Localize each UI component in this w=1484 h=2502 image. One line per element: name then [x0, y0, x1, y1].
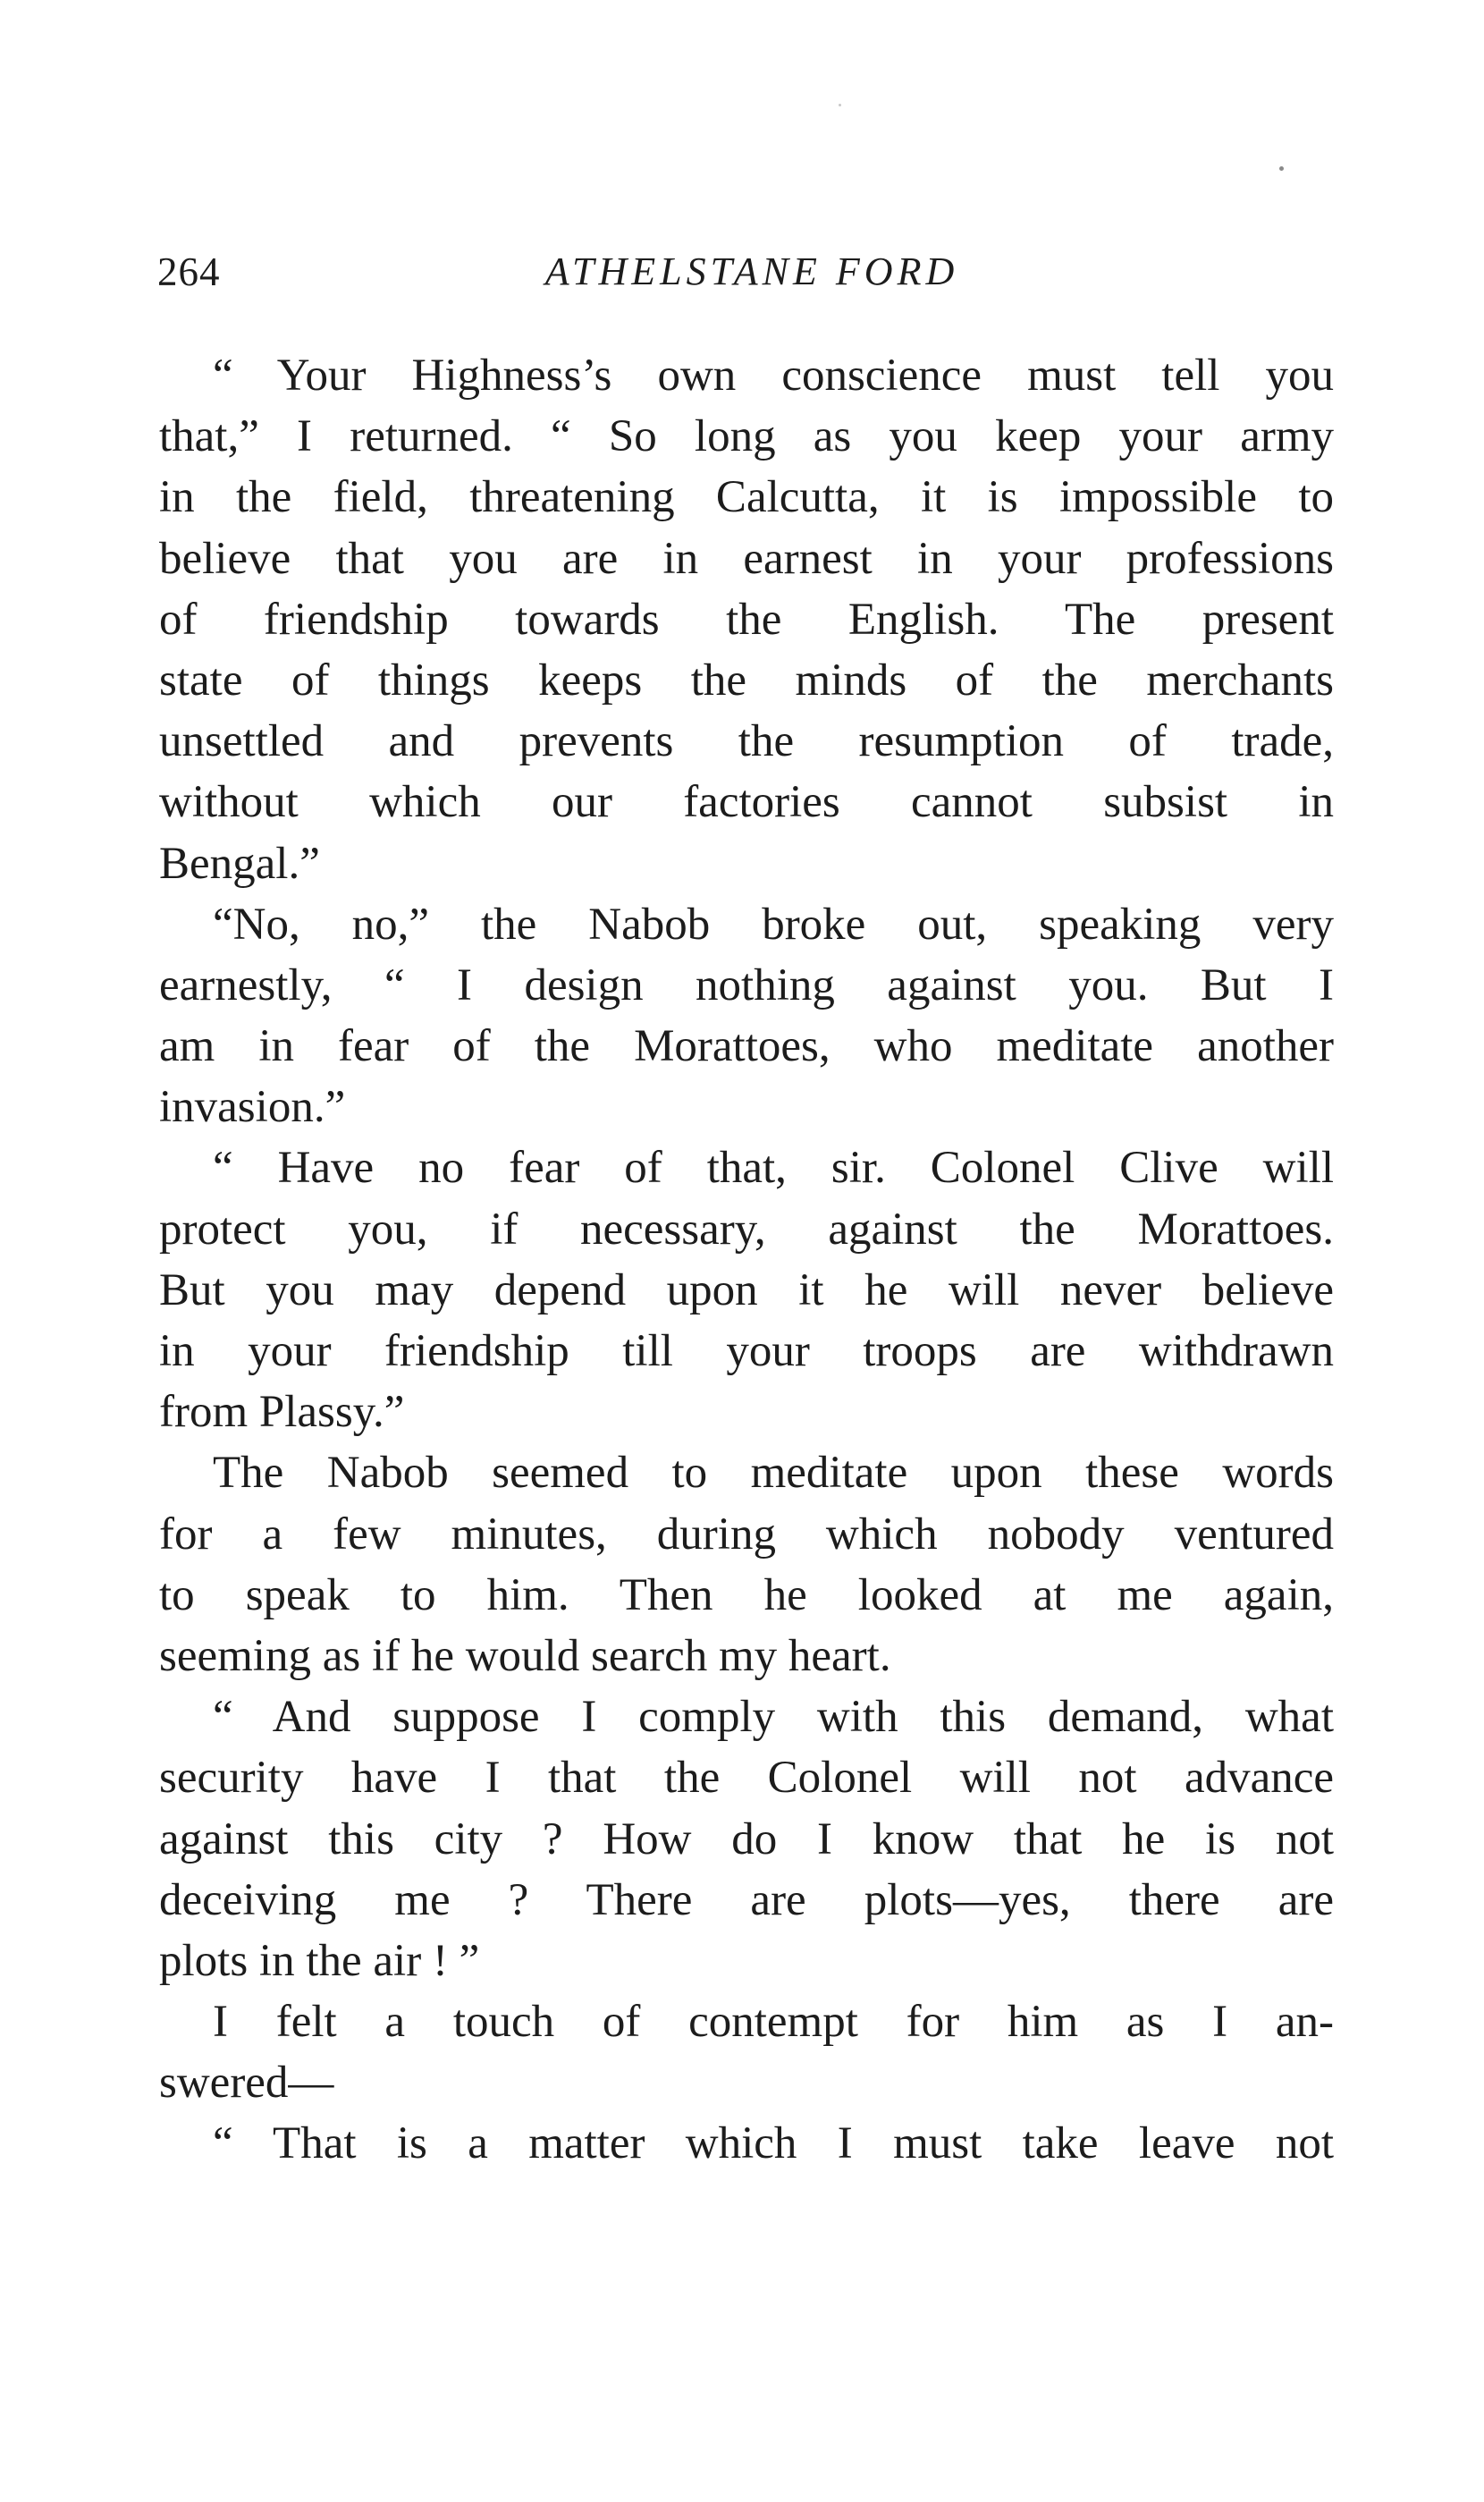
text-line: in your friendship till your troops are withdrawn [159, 1326, 1334, 1376]
text-line: in the field, threatening Calcutta, it is impossible to [159, 472, 1334, 523]
text-line: plots in the air ! ” [159, 1935, 480, 1986]
text-line: swered— [159, 2058, 334, 2109]
text-line: “ And suppose I comply with this demand, what [213, 1692, 1334, 1743]
text-line: am in fear of the Morattoes, who meditate another [159, 1021, 1334, 1072]
text-line: state of things keeps the minds of the merchants [159, 655, 1334, 706]
page-text [159, 345, 1334, 2175]
text-line: “ Have no fear of that, sir. Colonel Clive will [213, 1143, 1334, 1194]
text-line: to speak to him. Then he looked at me again, [159, 1569, 1334, 1620]
text-line: Bengal.” [159, 838, 320, 889]
text-line: invasion.” [159, 1082, 346, 1133]
text-line: security have I that the Colonel will not advance [159, 1753, 1334, 1804]
print-speck [839, 104, 841, 106]
text-line: “ Your Highness’s own conscience must tell you [213, 351, 1334, 401]
text-line: without which our factories cannot subsist in [159, 777, 1334, 828]
text-line: for a few minutes, during which nobody ventured [159, 1509, 1334, 1560]
text-line: But you may depend upon it he will never believe [159, 1264, 1334, 1315]
running-head [157, 249, 1334, 302]
print-speck [1279, 166, 1284, 171]
book-title: ATHELSTANE FORD [544, 249, 959, 293]
text-line: protect you, if necessary, against the Morattoes. [159, 1204, 1334, 1255]
text-line: earnestly, “ I design nothing against you. But I [159, 959, 1334, 1010]
text-line: “ That is a matter which I must take leave not [213, 2118, 1334, 2169]
text-line: deceiving me ? There are plots—yes, there are [159, 1874, 1334, 1925]
text-line: of friendship towards the English. The present [159, 594, 1334, 645]
text-line: against this city ? How do I know that he is not [159, 1813, 1334, 1864]
text-line: seeming as if he would search my heart. [159, 1630, 891, 1681]
text-line: that,” I returned. “ So long as you keep your army [159, 411, 1334, 462]
text-line: unsettled and prevents the resumption of trade, [159, 716, 1334, 767]
text-line: believe that you are in earnest in your professions [159, 533, 1334, 584]
text-line: from Plassy.” [159, 1387, 405, 1438]
page-number: 264 [157, 249, 221, 294]
text-line: The Nabob seemed to meditate upon these words [213, 1448, 1334, 1499]
text-line: “No, no,” the Nabob broke out, speaking very [213, 899, 1334, 950]
text-line: I felt a touch of contempt for him as I an- [213, 1997, 1334, 2048]
